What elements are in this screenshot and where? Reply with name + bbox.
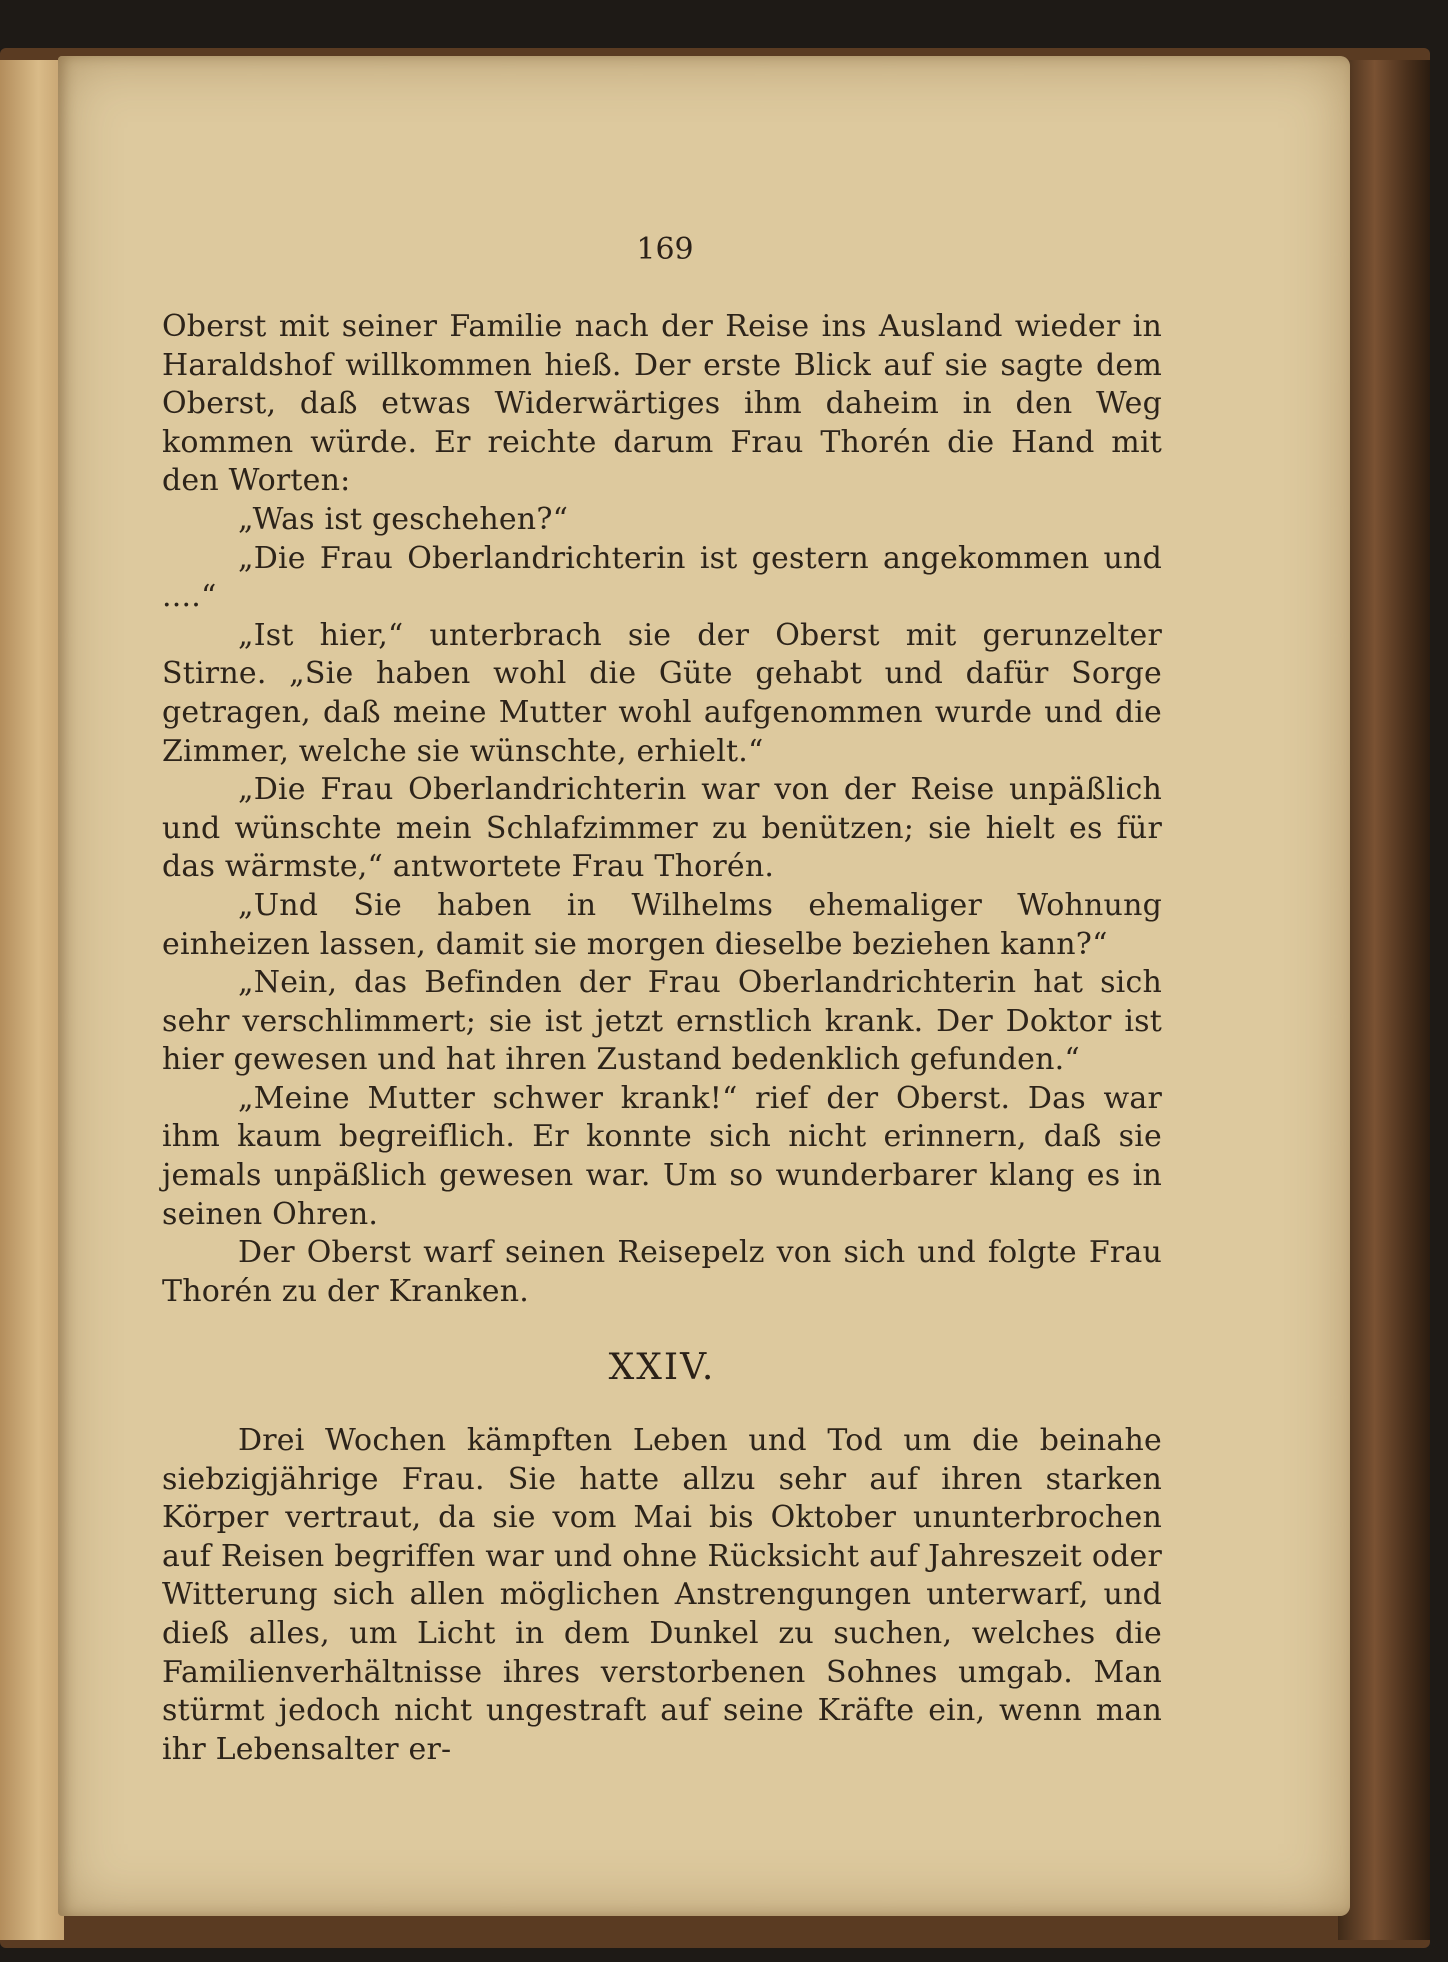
book-spine bbox=[0, 60, 64, 1940]
page-text bbox=[162, 308, 1162, 1769]
paragraph: Oberst mit seiner Familie nach der Reise ins Ausland wieder in Haraldshof willkommen hieß. Der erste Blick auf sie sagte dem Oberst, daß etwas Widerwärtiges ihm daheim in den Weg kommen würde. Er reichte darum Frau Thorén die Hand mit den Worten: bbox=[162, 309, 1162, 499]
text-before-chapter bbox=[162, 308, 1162, 1311]
paragraph: Der Oberst warf seinen Reisepelz von sich und folgte Frau Thorén zu der Kranken. bbox=[162, 1235, 1162, 1309]
paragraph: „Nein, das Befinden der Frau Oberlandrichterin hat sich sehr verschlimmert; sie ist jetzt ernstlich krank. Der Doktor ist hier gewesen und hat ihren Zustand bedenklich gefunden.“ bbox=[162, 965, 1162, 1078]
paragraph: „Und Sie haben in Wilhelms ehemaliger Wohnung einheizen lassen, damit sie morgen dieselbe beziehen kann?“ bbox=[162, 887, 1162, 962]
paragraph: Drei Wochen kämpften Leben und Tod um die beinahe siebzigjährige Frau. Sie hatte allzu sehr auf ihren starken Körper vertraut, da sie vom Mai bis Oktober ununterbrochen auf Reisen begriffen war und ohne Rücksicht auf Jahreszeit oder Witterung sich allen möglichen Anstrengungen unterwarf, und dieß alles, um Licht in dem Dunkel zu suchen, welches die Familienverhältnisse ihres verstorbenen Sohnes umgab. Man stürmt jedoch nicht ungestraft auf seine Kräfte ein, wenn man ihr Lebensalter er- bbox=[162, 1423, 1162, 1767]
paragraph: „Die Frau Oberlandrichterin war von der Reise unpäßlich und wünschte mein Schlafzimmer zu benützen; sie hielt es für das wärmste,“ antwortete Frau Thorén. bbox=[162, 772, 1162, 885]
chapter-heading: XXIV. bbox=[608, 1347, 716, 1389]
paragraph: „Die Frau Oberlandrichterin ist gestern angekommen und ....“ bbox=[162, 540, 1162, 615]
page-number: 169 bbox=[636, 232, 694, 267]
paragraph: „Was ist geschehen?“ bbox=[238, 501, 569, 537]
text-after-chapter bbox=[162, 1422, 1162, 1769]
paragraph: „Meine Mutter schwer krank!“ rief der Oberst. Das war ihm kaum begreiflich. Er konnte sich nicht erinnern, daß sie jemals unpäßlich gewesen war. Um so wunderbarer klang es in seinen Ohren. bbox=[162, 1080, 1162, 1232]
cover-edge bbox=[1338, 60, 1430, 1940]
paragraph: „Ist hier,“ unterbrach sie der Oberst mit gerunzelter Stirne. „Sie haben wohl die Güte gehabt und dafür Sorge getragen, daß meine Mutter wohl aufgenommen wurde und die Zimmer, welche sie wünschte, erhielt.“ bbox=[162, 617, 1162, 769]
